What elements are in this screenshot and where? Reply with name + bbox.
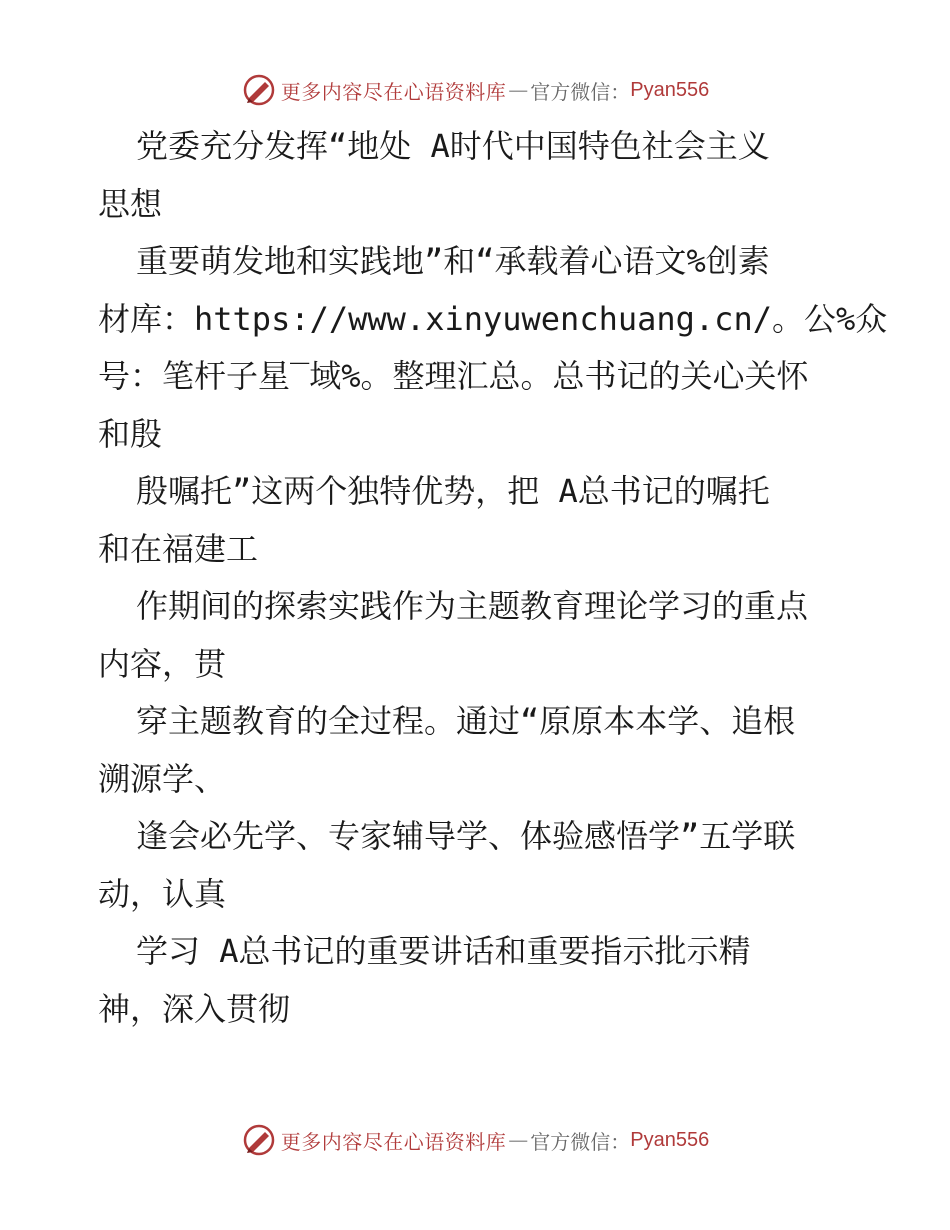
text-line: 和在福建工 (98, 529, 259, 568)
text-line: 作期间的探索实践作为主题教育理论学习的重点 (136, 587, 809, 625)
text-line: 学习 A总书记的重要讲话和重要指示批示精 (136, 932, 751, 970)
text-line: 思想 (98, 184, 163, 223)
header-watermark-banner (0, 70, 950, 110)
pen-logo-icon (241, 1122, 277, 1158)
text-line: 和殷 (98, 414, 163, 453)
text-line: 重要萌发地和实践地”和“承载着心语文%创素 (136, 242, 770, 280)
banner-text: 更多内容尽在心语资料库 (280, 79, 507, 104)
text-line: 逢会必先学、专家辅导学、体验感悟学”五学联 (136, 817, 796, 855)
document-body (98, 118, 898, 1038)
footer-watermark-banner (0, 1120, 950, 1160)
pen-logo-icon (241, 72, 277, 108)
banner-wechat-id: Pyan556 (630, 1128, 710, 1151)
text-line: 材库：https://www.xinyuwenchuang.cn/。公%众 (98, 299, 888, 338)
banner-wechat-label: 官方微信： (530, 1129, 631, 1154)
banner-dash: — (508, 1128, 529, 1152)
text-line: 神，深入贯彻 (98, 989, 291, 1028)
text-line: 党委充分发挥“地处 A时代中国特色社会主义 (136, 127, 770, 165)
banner-wechat-label: 官方微信： (530, 79, 631, 104)
banner-text: 更多内容尽在心语资料库 (280, 1129, 507, 1154)
text-line: 溯源学、 (98, 759, 227, 798)
banner-dash: — (508, 78, 529, 102)
text-line: 穿主题教育的全过程。通过“原原本本学、追根 (136, 702, 796, 740)
text-line: 殷嘱托”这两个独特优势，把 A总书记的嘱托 (136, 472, 770, 510)
text-line: 号：笔杆子星‾域%。整理汇总。总书记的关心关怀 (98, 357, 809, 395)
banner-wechat-id: Pyan556 (630, 78, 710, 101)
text-line: 内容，贯 (98, 644, 227, 683)
text-line: 动，认真 (98, 874, 227, 913)
